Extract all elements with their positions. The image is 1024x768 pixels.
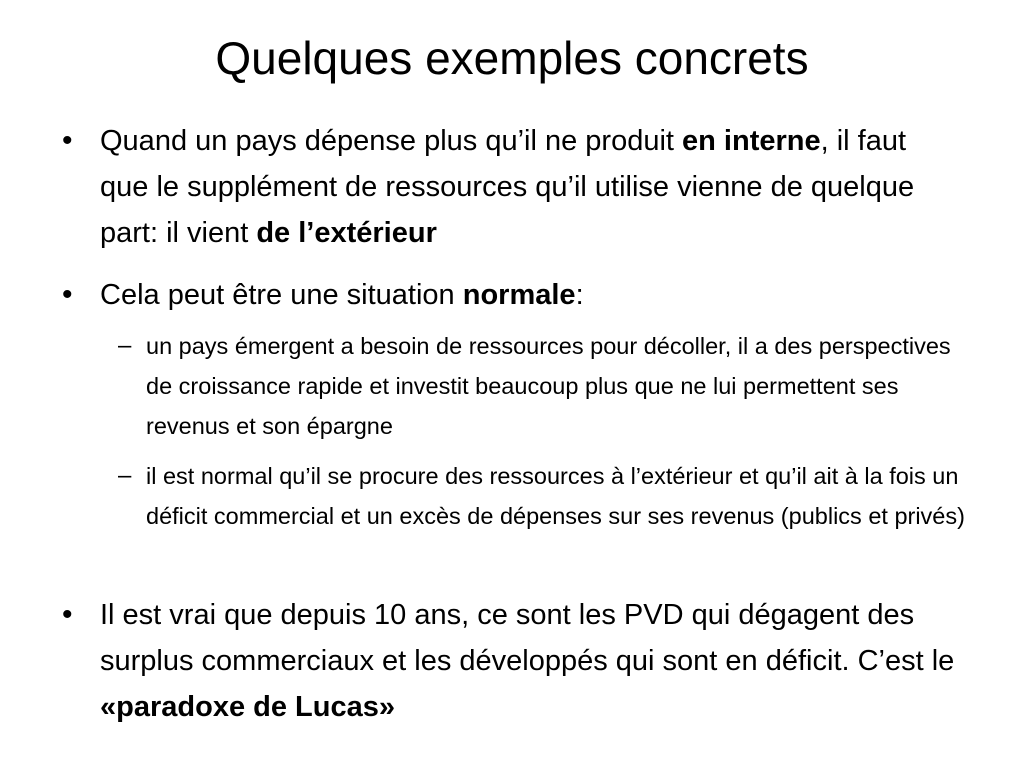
bold-run: normale [462, 279, 576, 311]
text-run: Il est vrai que depuis 10 ans, ce sont les PVD qui dégagent des surplus commerciaux et les développés qui sont en déficit. C’est le [100, 599, 955, 677]
bullet-text [100, 272, 962, 318]
sub-bullet-item-1 [118, 326, 968, 446]
text-run: il est normal qu’il se procure des ressources à l’extérieur et qu’il ait à la fois un déficit commercial et un excès de dépenses sur ses revenus (publics et privés) [146, 463, 965, 529]
bullet-text [100, 592, 962, 730]
bullet-text [100, 118, 962, 256]
bold-run: de l’extérieur [256, 217, 437, 249]
text-run: : [575, 279, 584, 311]
bullet-marker: • [62, 278, 73, 311]
text-run: , il faut que le supplément de ressources qu’il utilise vienne de quelque part: il vient [100, 125, 915, 249]
text-run: Cela peut être une situation [100, 279, 463, 311]
text-run: un pays émergent a besoin de ressources pour décoller, il a des perspectives de croissance rapide et investit beaucoup plus que ne lui permettent ses revenus et son épargne [146, 333, 951, 439]
sub-bullet-item-2 [118, 456, 968, 536]
sub-bullet-marker: – [118, 462, 132, 489]
bullet-item-3 [62, 592, 962, 730]
bullet-marker: • [62, 598, 73, 631]
bold-run: «paradoxe de Lucas» [100, 691, 395, 723]
sub-bullet-text [146, 326, 968, 446]
bold-run: en interne [682, 125, 821, 157]
text-run: Quand un pays dépense plus qu’il ne produit [100, 125, 683, 157]
sub-bullet-text [146, 456, 968, 536]
bullet-marker: • [62, 124, 73, 157]
bullet-item-1 [62, 118, 962, 256]
sub-bullet-marker: – [118, 332, 132, 359]
slide-title: Quelques exemples concrets [215, 32, 809, 84]
bullet-item-2 [62, 272, 962, 318]
